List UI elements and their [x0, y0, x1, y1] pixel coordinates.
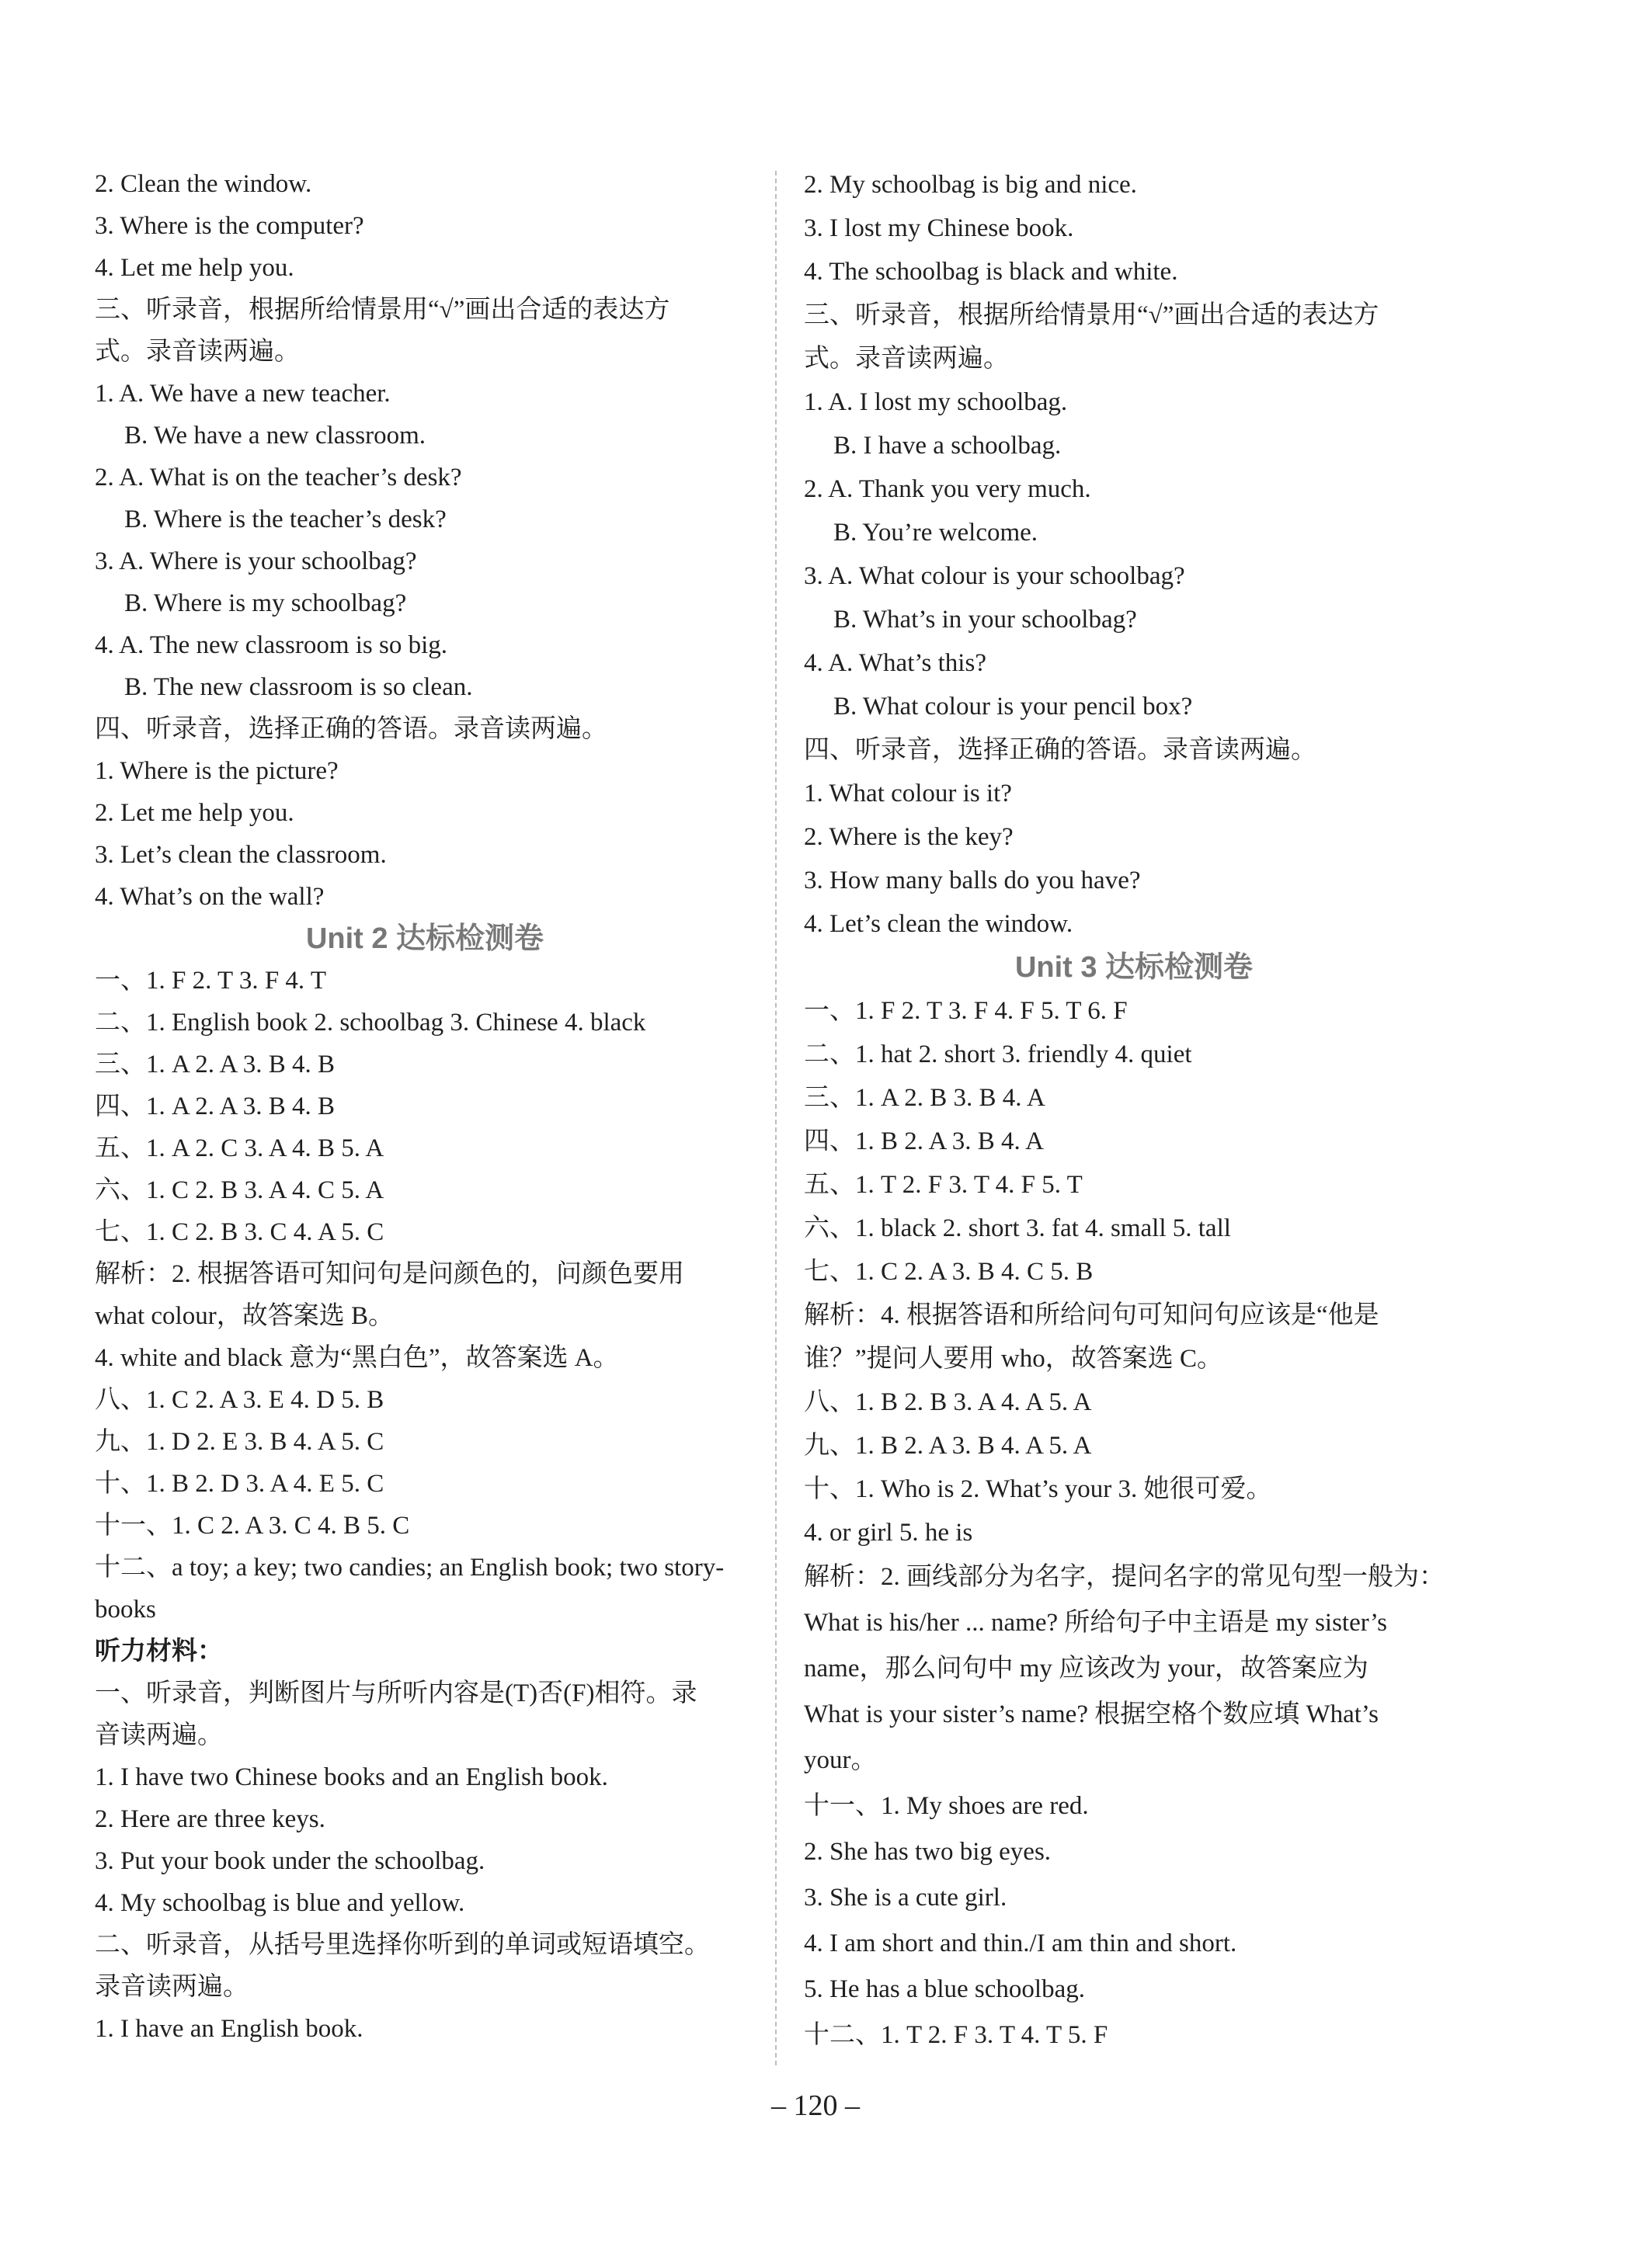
section-heading: 录音读两遍。 [95, 1973, 249, 2001]
text-line: 4. The schoolbag is black and white. [804, 258, 1178, 286]
option-line: 3. A. What colour is your schoolbag? [804, 562, 1185, 590]
option-line: B. We have a new classroom. [124, 422, 426, 450]
text-line: 3. Put your book under the schoolbag. [95, 1847, 485, 1875]
text-line: 4. My schoolbag is blue and yellow. [95, 1889, 465, 1917]
answer-line: 5. He has a blue schoolbag. [804, 1975, 1085, 2003]
text-line: 4. What’s on the wall? [95, 883, 325, 911]
analysis-line: 谁？”提问人要用 who，故答案选 C。 [804, 1345, 1222, 1373]
analysis-line: What is his/her ... name? 所给句子中主语是 my sister’s [804, 1609, 1387, 1637]
text-line: 1. What colour is it? [804, 780, 1012, 808]
analysis-line: 4. white and black 意为“黑白色”，故答案选 A。 [95, 1344, 619, 1372]
option-line: B. What’s in your schoolbag? [833, 606, 1137, 634]
unit-2-title: Unit 2 达标检测卷 [305, 922, 544, 955]
column-divider [775, 171, 777, 2065]
option-line: B. What colour is your pencil box? [833, 693, 1193, 721]
answer-line: 二、1. English book 2. schoolbag 3. Chinese 4. black [95, 1009, 646, 1037]
answer-line: 九、1. D 2. E 3. B 4. A 5. C [95, 1428, 384, 1456]
section-heading: 三、听录音，根据所给情景用“√”画出合适的表达方 [804, 301, 1379, 329]
answer-line: 十、1. Who is 2. What’s your 3. 她很可爱。 [804, 1475, 1272, 1503]
analysis-line: What is your sister’s name? 根据空格个数应填 What’s [804, 1700, 1379, 1728]
text-line: 3. Where is the computer? [95, 212, 364, 240]
listening-material-heading: 听力材料： [95, 1638, 223, 1665]
answer-line: 四、1. A 2. A 3. B 4. B [95, 1092, 335, 1120]
option-line: 2. A. Thank you very much. [804, 475, 1091, 503]
option-line: 4. A. What’s this? [804, 649, 986, 677]
answer-line: 一、1. F 2. T 3. F 4. T [95, 967, 326, 995]
section-heading: 二、听录音，从括号里选择你听到的单词或短语填空。 [95, 1931, 710, 1959]
answer-line: 四、1. B 2. A 3. B 4. A [804, 1127, 1044, 1155]
answer-line: 十二、a toy; a key; two candies; an English book; two story- [95, 1554, 725, 1582]
unit-3-title: Unit 3 达标检测卷 [1014, 951, 1254, 984]
text-line: 1. Where is the picture? [95, 757, 339, 785]
answer-line: 八、1. B 2. B 3. A 4. A 5. A [804, 1388, 1092, 1416]
text-line: 4. Let me help you. [95, 254, 294, 282]
option-line: 1. A. I lost my schoolbag. [804, 388, 1068, 416]
left-column [95, 163, 755, 2050]
section-heading: 三、听录音，根据所给情景用“√”画出合适的表达方 [95, 296, 670, 324]
section-heading: 四、听录音，选择正确的答语。录音读两遍。 [95, 715, 607, 743]
answer-line: books [95, 1596, 156, 1624]
text-line: 1. I have an English book. [95, 2015, 363, 2043]
right-column [804, 163, 1464, 2058]
analysis-line: name，那么问句中 my 应该改为 your，故答案应为 [804, 1655, 1368, 1683]
analysis-line: 解析：2. 画线部分为名字，提问名字的常见句型一般为： [804, 1563, 1445, 1591]
text-line: 3. I lost my Chinese book. [804, 214, 1074, 242]
answer-line: 六、1. black 2. short 3. fat 4. small 5. tall [804, 1214, 1231, 1242]
section-heading: 音读两遍。 [95, 1721, 223, 1749]
answer-line: 十一、1. C 2. A 3. C 4. B 5. C [95, 1512, 410, 1540]
answer-line: 一、1. F 2. T 3. F 4. F 5. T 6. F [804, 997, 1128, 1025]
option-line: 1. A. We have a new teacher. [95, 380, 391, 408]
text-line: 2. Here are three keys. [95, 1805, 325, 1833]
option-line: B. Where is my schoolbag? [124, 589, 407, 617]
answer-line: 2. She has two big eyes. [804, 1838, 1052, 1866]
text-line: 3. How many balls do you have? [804, 867, 1141, 894]
answer-line: 十二、1. T 2. F 3. T 4. T 5. F [804, 2021, 1108, 2049]
text-line: 1. I have two Chinese books and an English book. [95, 1763, 608, 1791]
answer-line: 三、1. A 2. A 3. B 4. B [95, 1051, 335, 1078]
answer-line: 六、1. C 2. B 3. A 4. C 5. A [95, 1176, 384, 1204]
section-heading: 一、听录音，判断图片与所听内容是(T)否(F)相符。录 [95, 1679, 697, 1707]
answer-line: 3. She is a cute girl. [804, 1884, 1007, 1912]
answer-line: 十、1. B 2. D 3. A 4. E 5. C [95, 1470, 384, 1498]
answer-line: 八、1. C 2. A 3. E 4. D 5. B [95, 1386, 384, 1414]
answer-line: 五、1. T 2. F 3. T 4. F 5. T [804, 1171, 1083, 1199]
text-line: 2. Clean the window. [95, 170, 312, 198]
option-line: 2. A. What is on the teacher’s desk? [95, 464, 462, 491]
option-line: 4. A. The new classroom is so big. [95, 631, 448, 659]
text-line: 2. My schoolbag is big and nice. [804, 171, 1137, 199]
analysis-line: 解析：2. 根据答语可知问句是问颜色的，问颜色要用 [95, 1260, 684, 1288]
text-line: 3. Let’s clean the classroom. [95, 841, 387, 869]
text-line: 4. Let’s clean the window. [804, 910, 1073, 938]
analysis-line: what colour，故答案选 B。 [95, 1302, 394, 1330]
option-line: B. The new classroom is so clean. [124, 673, 473, 701]
section-heading: 四、听录音，选择正确的答语。录音读两遍。 [804, 736, 1316, 764]
analysis-line: your。 [804, 1746, 877, 1774]
answer-line: 七、1. C 2. A 3. B 4. C 5. B [804, 1258, 1094, 1286]
section-heading: 式。录音读两遍。 [804, 345, 1009, 373]
answer-line: 十一、1. My shoes are red. [804, 1792, 1089, 1820]
option-line: 3. A. Where is your schoolbag? [95, 547, 417, 575]
answer-line: 4. or girl 5. he is [804, 1519, 973, 1547]
answer-line: 七、1. C 2. B 3. C 4. A 5. C [95, 1218, 384, 1246]
option-line: B. I have a schoolbag. [833, 432, 1062, 460]
section-heading: 式。录音读两遍。 [95, 338, 300, 366]
text-line: 2. Where is the key? [804, 823, 1014, 851]
answer-line: 三、1. A 2. B 3. B 4. A [804, 1084, 1045, 1112]
analysis-line: 解析：4. 根据答语和所给问句可知问句应该是“他是 [804, 1301, 1379, 1329]
option-line: B. Where is the teacher’s desk? [124, 505, 447, 533]
answer-line: 4. I am short and thin./I am thin and short. [804, 1929, 1237, 1957]
text-line: 2. Let me help you. [95, 799, 294, 827]
page-number: – 120 – [771, 2089, 860, 2122]
option-line: B. You’re welcome. [833, 519, 1038, 547]
answer-line: 二、1. hat 2. short 3. friendly 4. quiet [804, 1040, 1192, 1068]
answer-line: 五、1. A 2. C 3. A 4. B 5. A [95, 1134, 384, 1162]
answer-line: 九、1. B 2. A 3. B 4. A 5. A [804, 1432, 1092, 1460]
